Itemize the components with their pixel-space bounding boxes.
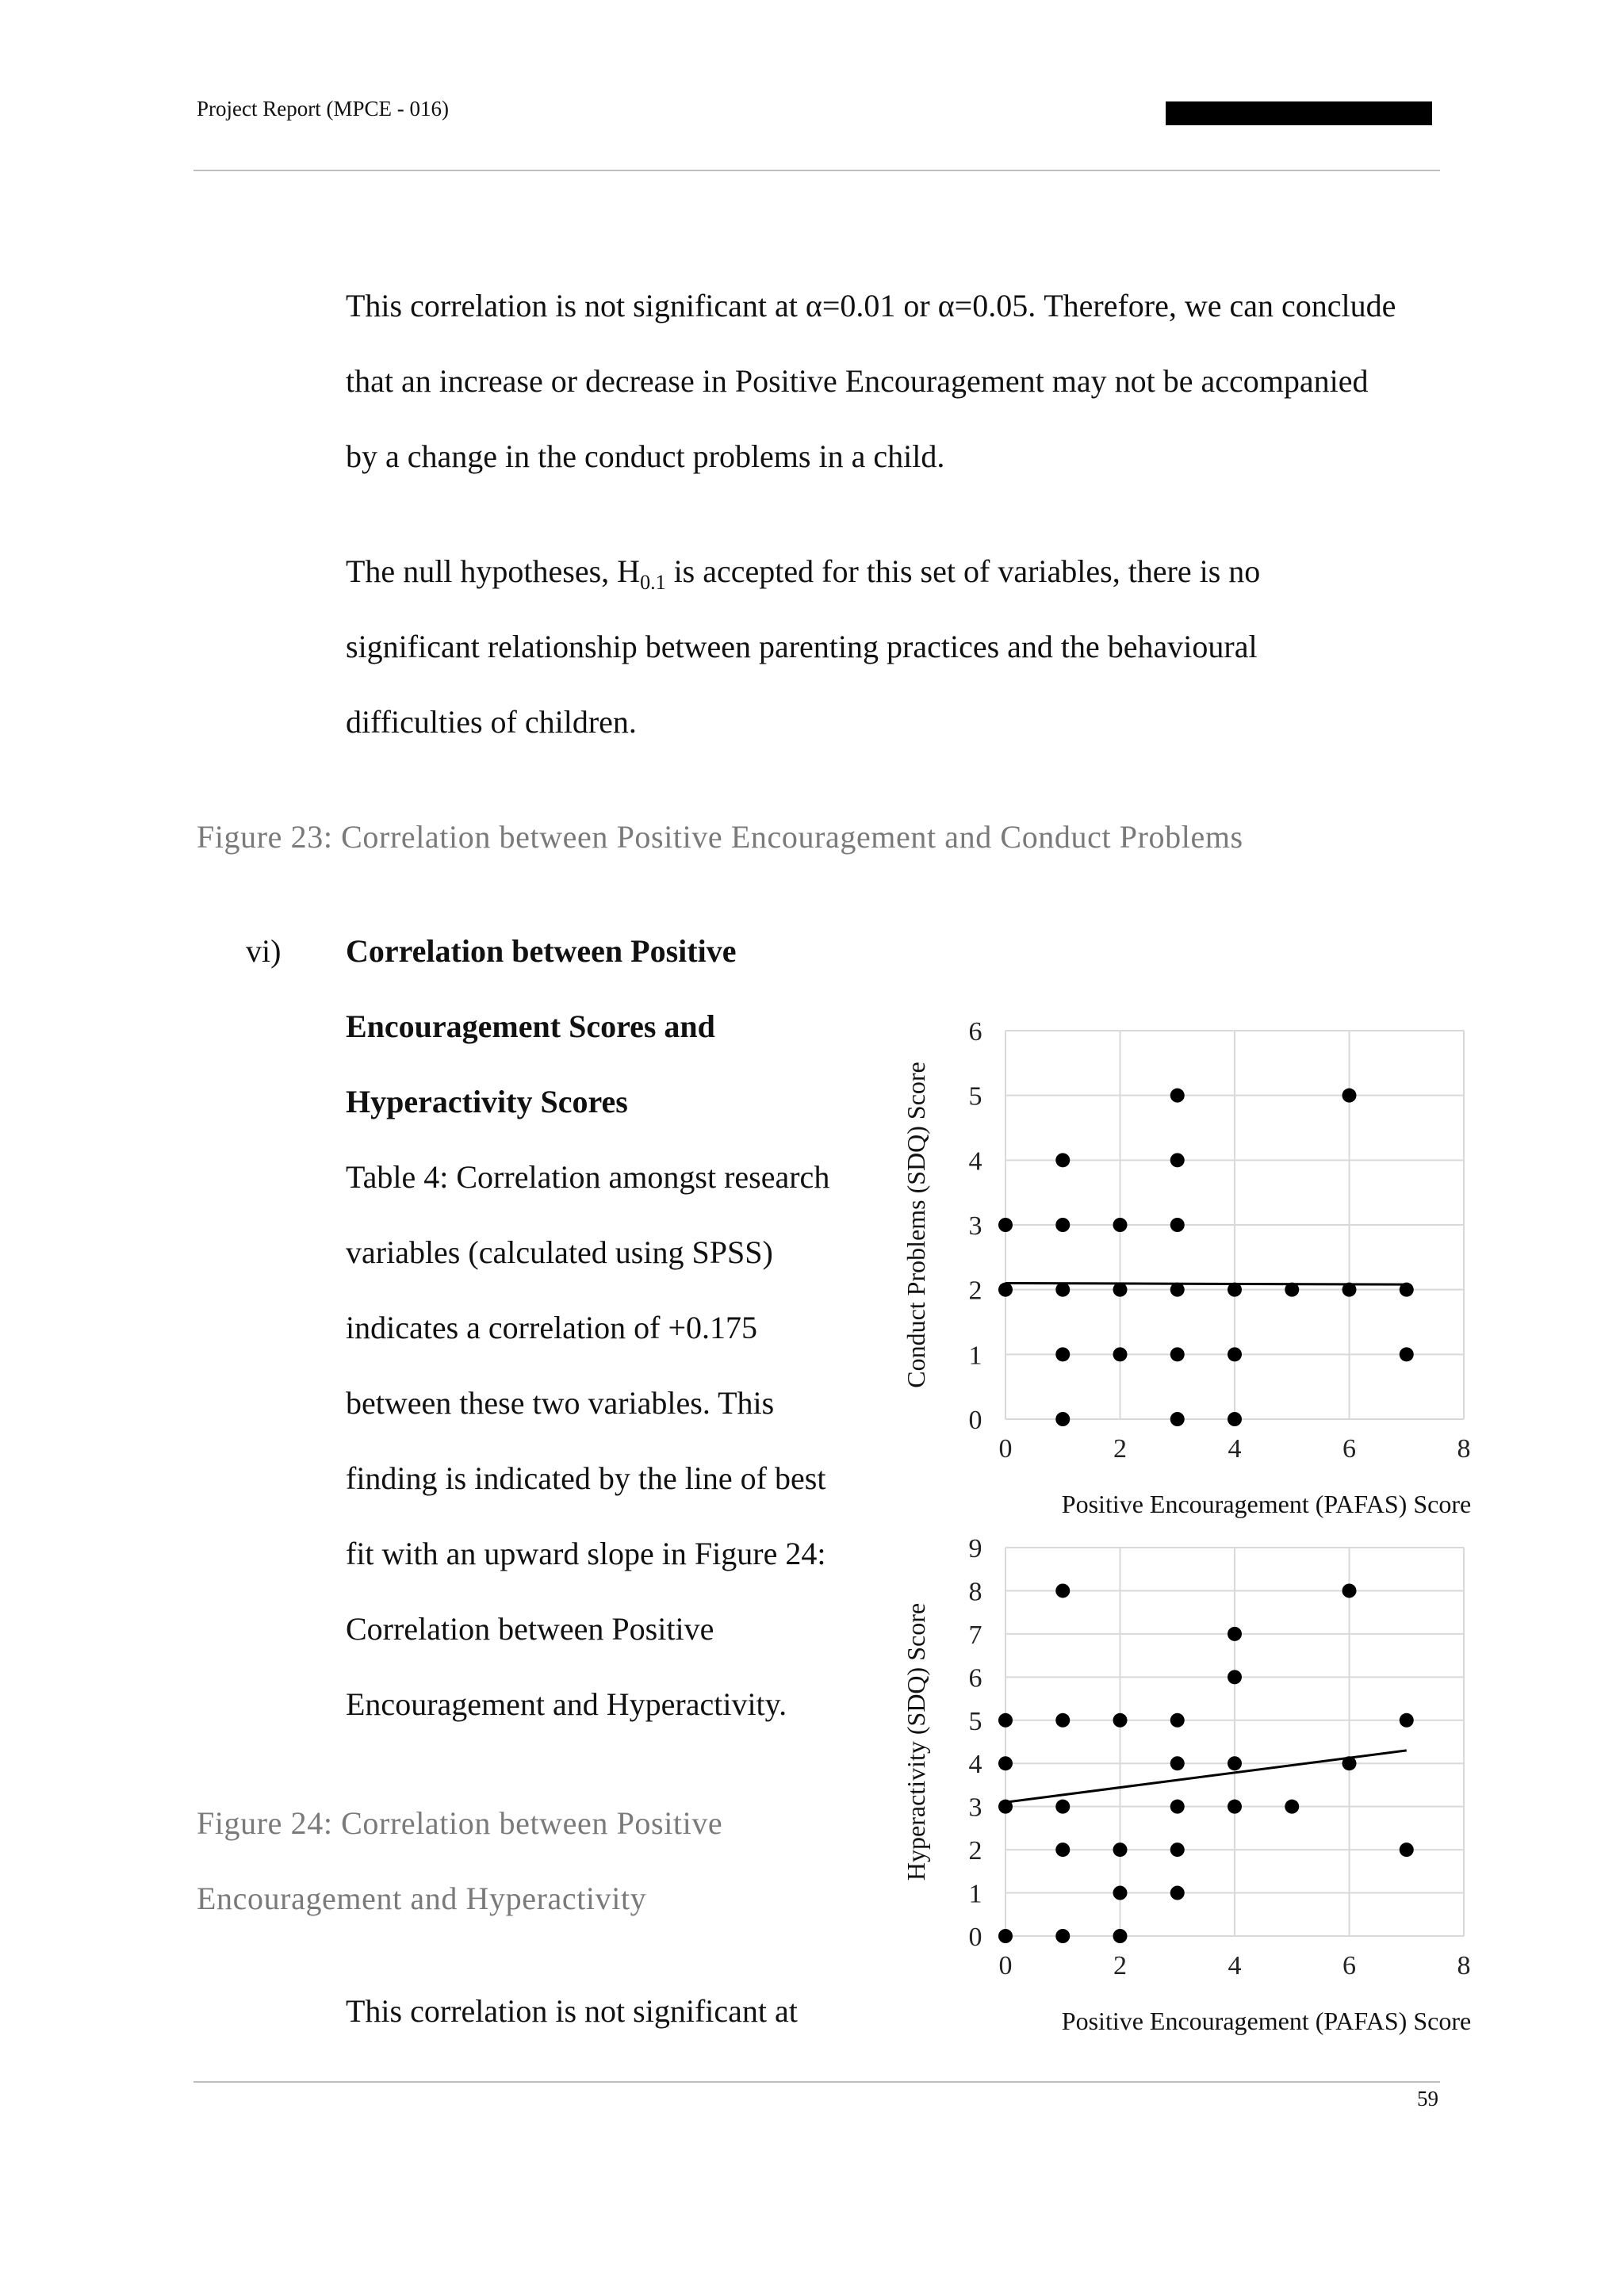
hyperactivity-chart-data-point	[1113, 1843, 1128, 1857]
paragraph-2-line-1	[346, 553, 1260, 595]
hyperactivity-chart-data-point	[998, 1713, 1013, 1728]
conduct-chart-y-tick-label: 1	[968, 1341, 982, 1371]
paragraph-1-line-2: that an increase or decrease in Positive Encouragement may not be accompanied	[346, 363, 1369, 399]
conduct-chart-x-tick-label: 0	[998, 1434, 1013, 1464]
hyperactivity-chart-data-point	[1228, 1800, 1242, 1814]
conduct-chart-data-point	[1285, 1283, 1299, 1297]
hyperactivity-chart-data-point	[1285, 1800, 1299, 1814]
hyperactivity-chart-data-point	[1400, 1713, 1414, 1728]
section-heading-line-2: Encouragement Scores and	[346, 1008, 715, 1044]
hyperactivity-chart-y-tick-label: 6	[968, 1663, 982, 1693]
hyperactivity-chart-x-tick-label: 6	[1342, 1951, 1356, 1980]
hyperactivity-chart-y-tick-label: 3	[968, 1793, 982, 1823]
conduct-chart-data-point	[998, 1218, 1013, 1232]
hyperactivity-chart-data-point	[998, 1929, 1013, 1943]
hyperactivity-chart-data-point	[998, 1756, 1013, 1770]
hyperactivity-chart-x-axis-label: Positive Encouragement (PAFAS) Score	[1061, 2007, 1472, 2035]
conduct-chart-data-point	[1113, 1283, 1128, 1297]
section-body-line-5: finding is indicated by the line of best	[346, 1460, 826, 1496]
hyperactivity-chart-data-point	[1055, 1713, 1070, 1728]
hyperactivity-chart-data-point	[1170, 1800, 1185, 1814]
hyperactivity-chart-data-point	[1170, 1886, 1185, 1900]
conduct-chart-x-tick-label: 4	[1228, 1434, 1242, 1464]
hyperactivity-chart-data-point	[1170, 1843, 1185, 1857]
hyperactivity-chart-data-point	[1170, 1713, 1185, 1728]
conduct-problems-scatter-chart	[888, 999, 1515, 1554]
conduct-chart-data-point	[1055, 1347, 1070, 1361]
paragraph-2-line-3: difficulties of children.	[346, 704, 637, 740]
hyperactivity-chart-data-point	[1228, 1756, 1242, 1770]
hyperactivity-chart-y-tick-label: 7	[968, 1620, 982, 1650]
conduct-chart-data-point	[1342, 1283, 1357, 1297]
conduct-chart-data-point	[1342, 1089, 1357, 1103]
hyperactivity-chart-x-tick-label: 2	[1113, 1951, 1127, 1980]
conduct-chart-data-point	[1055, 1218, 1070, 1232]
hyperactivity-chart-y-tick-label: 9	[968, 1534, 982, 1563]
trailing-text: This correlation is not significant at	[346, 1993, 798, 2029]
report-header-title: Project Report (MPCE - 016)	[197, 97, 449, 121]
conduct-chart-data-point	[1228, 1412, 1242, 1426]
section-heading-line-1: Correlation between Positive	[346, 933, 737, 969]
header-rule	[193, 170, 1440, 171]
conduct-chart-data-point	[1170, 1153, 1185, 1167]
conduct-chart-data-point	[1055, 1412, 1070, 1426]
section-body-line-8: Encouragement and Hyperactivity.	[346, 1686, 787, 1722]
conduct-chart-data-point	[1400, 1347, 1414, 1361]
conduct-chart-data-point	[1228, 1283, 1242, 1297]
hyperactivity-chart-data-point	[1113, 1713, 1128, 1728]
conduct-chart-y-tick-label: 2	[968, 1276, 982, 1306]
hyperactivity-chart-data-point	[1228, 1627, 1242, 1641]
conduct-chart-data-point	[1113, 1218, 1128, 1232]
conduct-chart-y-tick-label: 3	[968, 1211, 982, 1241]
conduct-chart-data-point	[1228, 1347, 1242, 1361]
figure-23-caption: Figure 23: Correlation between Positive Encouragement and Conduct Problems	[197, 819, 1243, 855]
hyperactivity-chart-data-point	[1055, 1800, 1070, 1814]
footer-rule	[193, 2081, 1440, 2083]
hyperactivity-chart-x-tick-label: 4	[1228, 1951, 1242, 1980]
conduct-chart-y-tick-label: 4	[968, 1146, 982, 1177]
conduct-chart-data-point	[1170, 1283, 1185, 1297]
conduct-chart-data-point	[1170, 1412, 1185, 1426]
section-body-line-3: indicates a correlation of +0.175	[346, 1310, 758, 1345]
conduct-chart-data-point	[1170, 1347, 1185, 1361]
hypothesis-subscript: 0.1	[640, 571, 666, 594]
figure-24-caption-line-1: Figure 24: Correlation between Positive	[197, 1805, 723, 1841]
hyperactivity-chart-y-tick-label: 1	[968, 1879, 982, 1909]
hyperactivity-chart-y-tick-label: 8	[968, 1577, 982, 1607]
hyperactivity-chart-x-tick-label: 0	[998, 1951, 1013, 1980]
hyperactivity-chart-data-point	[1055, 1843, 1070, 1857]
hyperactivity-chart-data-point	[1113, 1929, 1128, 1943]
paragraph-2-text-before: The null hypotheses, H	[346, 553, 641, 589]
hyperactivity-chart-data-point	[1113, 1886, 1128, 1900]
hyperactivity-chart-data-point	[1170, 1756, 1185, 1770]
conduct-chart-y-tick-label: 5	[968, 1081, 982, 1112]
paragraph-2-line-2: significant relationship between parenting practices and the behavioural	[346, 629, 1258, 664]
section-number: vi)	[246, 933, 282, 969]
conduct-chart-data-point	[1113, 1347, 1128, 1361]
section-body-line-4: between these two variables. This	[346, 1385, 775, 1421]
conduct-chart-data-point	[1055, 1283, 1070, 1297]
section-heading-line-3: Hyperactivity Scores	[346, 1084, 628, 1119]
conduct-chart-x-axis-label: Positive Encouragement (PAFAS) Score	[1061, 1490, 1472, 1518]
hyperactivity-chart-data-point	[1228, 1670, 1242, 1684]
hyperactivity-chart-y-tick-label: 4	[968, 1750, 982, 1780]
hyperactivity-chart-data-point	[1342, 1756, 1357, 1770]
conduct-chart-x-tick-label: 8	[1457, 1434, 1471, 1464]
section-body-line-2: variables (calculated using SPSS)	[346, 1234, 773, 1270]
conduct-chart-data-point	[998, 1283, 1013, 1297]
hyperactivity-chart-gridlines	[1005, 1548, 1464, 1936]
conduct-chart-data-point	[1055, 1153, 1070, 1167]
hyperactivity-chart-data-point	[1055, 1583, 1070, 1598]
hyperactivity-chart-y-tick-label: 5	[968, 1706, 982, 1736]
hyperactivity-chart-data-point	[1055, 1929, 1070, 1943]
hyperactivity-chart-data-point	[1342, 1583, 1357, 1598]
section-body-line-6: fit with an upward slope in Figure 24:	[346, 1536, 826, 1571]
conduct-chart-x-tick-label: 6	[1342, 1434, 1356, 1464]
hyperactivity-chart-y-tick-label: 2	[968, 1836, 982, 1866]
conduct-chart-y-axis-label: Conduct Problems (SDQ) Score	[902, 1062, 930, 1388]
conduct-chart-x-tick-label: 2	[1113, 1434, 1127, 1464]
hyperactivity-chart-data-point	[1400, 1843, 1414, 1857]
page-number: 59	[1417, 2087, 1438, 2110]
redacted-block	[1166, 101, 1432, 125]
figure-24-caption-line-2: Encouragement and Hyperactivity	[197, 1881, 647, 1916]
section-body-line-1: Table 4: Correlation amongst research	[346, 1159, 830, 1195]
conduct-chart-y-tick-label: 0	[968, 1406, 982, 1435]
paragraph-1-line-1: This correlation is not significant at α=0.01 or α=0.05. Therefore, we can conclude	[346, 288, 1396, 323]
paragraph-1-line-3: by a change in the conduct problems in a child.	[346, 438, 945, 474]
hyperactivity-chart-data-point	[998, 1800, 1013, 1814]
hyperactivity-chart-y-axis-label: Hyperactivity (SDQ) Score	[902, 1602, 930, 1881]
conduct-chart-data-point	[1170, 1089, 1185, 1103]
conduct-chart-data-point	[1400, 1283, 1414, 1297]
conduct-chart-y-tick-label: 6	[968, 1017, 982, 1047]
hyperactivity-chart-x-tick-label: 8	[1457, 1951, 1471, 1980]
hyperactivity-chart-y-tick-label: 0	[968, 1923, 982, 1952]
conduct-chart-data-point	[1170, 1218, 1185, 1232]
paragraph-2-text-after: is accepted for this set of variables, there is no	[665, 553, 1261, 589]
section-body-line-7: Correlation between Positive	[346, 1611, 714, 1647]
hyperactivity-scatter-chart	[888, 1516, 1515, 2071]
